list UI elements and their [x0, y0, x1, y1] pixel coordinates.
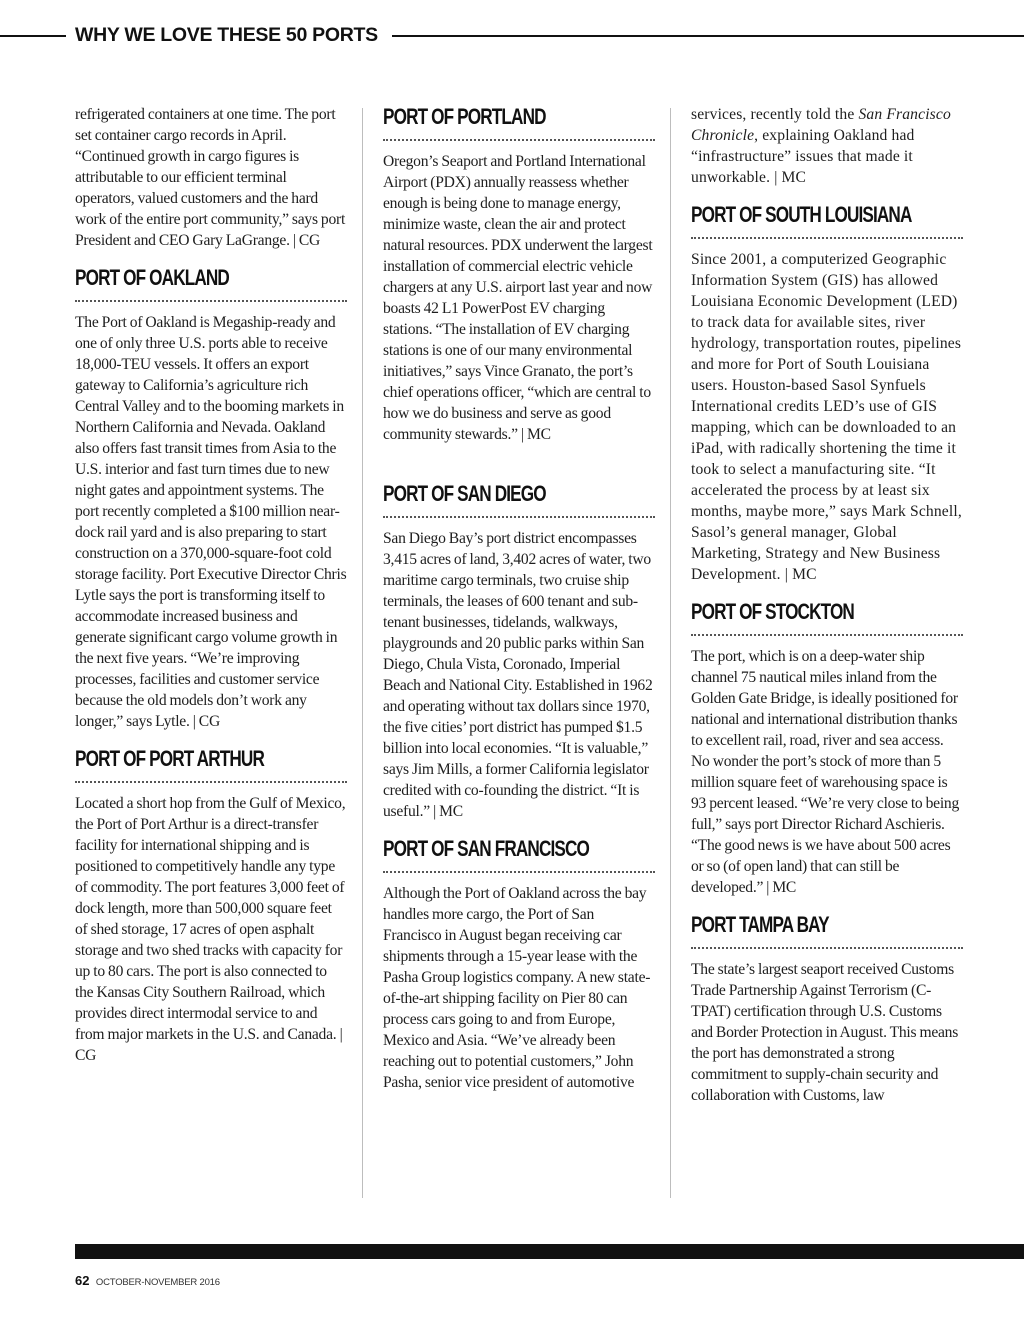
section-body-san-diego: San Diego Bay’s port district encompasses 3,415 acres of land, 3,402 acres of water, two maritime cargo terminals, two cruise ship terminals, the leases of 600 tenant and sub-tenant businesses, tidelands, walkways, playgrounds and 20 public parks within San Diego, Chula Vista, Coronado, Imperial Beach and National City. Established in 1962 and operating without tax dollars since 1970, the five cities’ port district has pumped $1.5 billion into local economies. “It is valuable,” says Jim Mills, a former California legislator credited with co-founding the district. “It is useful.” | MC: [383, 530, 653, 820]
column-divider: [362, 108, 363, 1198]
dotted-rule: [691, 634, 963, 636]
column-3: [691, 104, 963, 1106]
dotted-rule: [691, 947, 963, 949]
issue-date: OCTOBER-NOVEMBER 2016: [95, 1277, 220, 1288]
continued-paragraph: refrigerated containers at one time. The port set container cargo records in April. “Continued growth in cargo figures is attributable to our efficient terminal operators, valued customers and the hard work of the entire port community,” says port President and CEO Gary LaGrange. | CG: [75, 106, 346, 249]
column-1: [75, 104, 347, 1066]
section-body-portland: Oregon’s Seaport and Portland International Airport (PDX) annually reassess whether enough is being done to manage energy, minimize waste, clean the air and protect natural resources. PDX underwent the largest installation of commercial electric vehicle chargers at any U.S. airport last year and now boasts 42 L1 PowerPost EV charging stations. “The installation of EV charging stations is one of our many environmental initiatives,” says Vince Granato, the port’s chief operations officer, “which are central to how we do business and serve as good community stewards.” | MC: [383, 153, 653, 443]
dotted-rule: [691, 237, 963, 239]
header-rule-right: [392, 35, 1024, 37]
section-heading-stockton: PORT OF STOCKTON: [691, 599, 854, 624]
header-rule-left: [0, 35, 66, 37]
section-body-south-louisiana: Since 2001, a computerized Geographic Information System (GIS) has allowed Louisiana Economic Development (LED) to track data for available sites, river hydrology, transportation routes, pipelines and more for Port of South Louisiana users. Houston-based Sasol Synfuels International credits LED’s use of GIS mapping, which can be downloaded to an iPad, with radically shortening the time it took to select a manufacturing site. “It accelerated the process by at least six months, maybe more,” says Mark Schnell, Sasol’s general manager, Global Marketing, Strategy and New Business Development. | MC: [691, 251, 962, 583]
section-heading-san-francisco: PORT OF SAN FRANCISCO: [383, 836, 590, 861]
section-heading-port-arthur: PORT OF PORT ARTHUR: [75, 746, 264, 771]
section-heading-oakland: PORT OF OAKLAND: [75, 265, 229, 290]
section-body-stockton: The port, which is on a deep-water ship channel 75 nautical miles inland from the Golden Gate Bridge, is ideally positioned for national and international distribution thanks to excellent rail, road, river and sea access. No wonder the port’s stock of more than 5 million square feet of warehousing space is 93 percent leased. “We’re very close to being full,” says port Director Richard Aschieris. “The good news is we have about 500 acres or so (of open land) that can still be developed.” | MC: [691, 648, 960, 896]
dotted-rule: [75, 300, 347, 302]
footer-bar: [75, 1244, 1024, 1259]
column-2: [383, 104, 655, 1093]
publication-name: San Francisco Chronicle: [691, 106, 951, 144]
section-heading-portland: PORT OF PORTLAND: [383, 104, 546, 129]
page-number: 62: [75, 1273, 90, 1288]
section-heading-san-diego: PORT OF SAN DIEGO: [383, 481, 546, 506]
column-divider: [670, 108, 671, 1198]
continued-text-before: services, recently told the: [691, 106, 859, 123]
dotted-rule: [383, 139, 655, 141]
dotted-rule: [383, 516, 655, 518]
page-header-title: WHY WE LOVE THESE 50 PORTS: [75, 24, 378, 46]
section-heading-tampa-bay: PORT TAMPA BAY: [691, 912, 829, 937]
section-body-tampa-bay: The state’s largest seaport received Customs Trade Partnership Against Terrorism (C-TPAT) certification through U.S. Customs and Border Protection in August. This means the port has demonstrated a strong commitment to supply-chain security and collaboration with Customs, law: [691, 961, 959, 1104]
section-body-port-arthur: Located a short hop from the Gulf of Mexico, the Port of Port Arthur is a direct-transfer facility for international shipping and is positioned to competitively handle any type of commodity. The port features 3,000 feet of dock length, more than 500,000 square feet of shed storage, 17 acres of open asphalt storage and two shed tracks with capacity for up to 80 cars. The port is also connected to the Kansas City Southern Railroad, which provides direct intermodal service to and from major markets in the U.S. and Canada. | CG: [75, 795, 346, 1064]
continued-text-after: , explaining Oakland had “infrastructure” issues that made it unworkable. | MC: [691, 127, 915, 186]
dotted-rule: [383, 871, 655, 873]
section-heading-south-louisiana: PORT OF SOUTH LOUISIANA: [691, 202, 912, 227]
section-body-oakland: The Port of Oakland is Megaship-ready and one of only three U.S. ports able to receive 18,000-TEU vessels. It offers an export gateway to California’s agriculture rich Central Valley and to the booming markets in Northern California and Nevada. Oakland also offers fast transit times from Asia to the U.S. interior and fast turn times due to new night gates and appointment systems. The port recently completed a $100 million near-dock rail yard and is also preparing to start construction on a 370,000-square-foot cold storage facility. Port Executive Director Chris Lytle says the port is transforming itself to accommodate increased business and generate significant cargo volume growth in the next five years. “We’re improving processes, facilities and customer service because the old models don’t work any longer,” says Lytle. | CG: [75, 314, 347, 730]
dotted-rule: [75, 781, 347, 783]
section-body-san-francisco: Although the Port of Oakland across the bay handles more cargo, the Port of San Francisco in August began receiving car shipments through a 15-year lease with the Pasha Group logistics company. A new state-of-the-art shipping facility on Pier 80 can process cars going to and from Europe, Mexico and Asia. “We’ve already been reaching out to potential customers,” John Pasha, senior vice president of automotive: [383, 885, 651, 1091]
page-footer: [75, 1272, 220, 1290]
continued-paragraph: [691, 104, 963, 188]
